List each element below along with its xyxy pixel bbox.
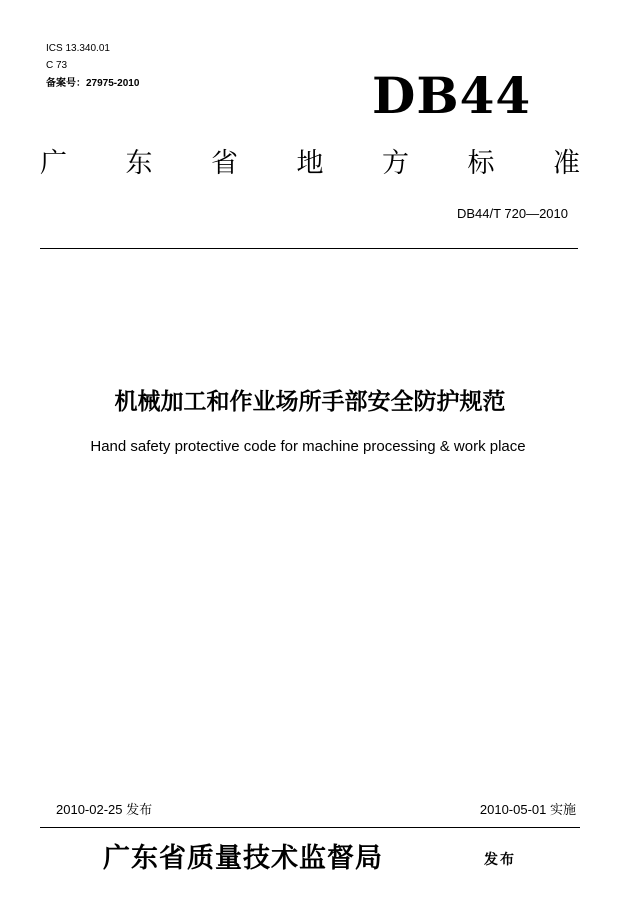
filing-number [46,78,139,90]
clc-code: C 73 [46,60,68,71]
standard-type-char: 准 [553,148,580,179]
document-title-cn: 机械加工和作业场所手部安全防护规范 [114,389,506,415]
standard-type-char: 地 [296,148,324,179]
ics-code: ICS 13.340.01 [46,43,110,54]
issue-date: 2010-02-25 发布 [56,802,153,817]
standard-type-char: 东 [125,148,153,179]
standard-type-char: 省 [211,148,238,179]
standard-logo: DB44 [372,66,532,125]
issued-label: 发布 [484,852,516,868]
header-divider [40,248,578,249]
issuing-authority: 广东省质量技术监督局 [103,843,383,874]
standard-type-char: 广 [40,148,67,179]
standard-type-char: 方 [382,148,409,179]
footer-divider [40,827,580,828]
filing-value: 27975-2010 [86,78,140,89]
document-title-en: Hand safety protective code for machine processing & work place [90,438,526,455]
standard-type-char: 标 [467,148,495,179]
standard-number: DB44/T 720—2010 [456,206,568,221]
implementation-date: 2010-05-01 实施 [479,802,576,817]
standard-type-heading [40,144,580,184]
filing-label: 备案号： [46,78,86,89]
